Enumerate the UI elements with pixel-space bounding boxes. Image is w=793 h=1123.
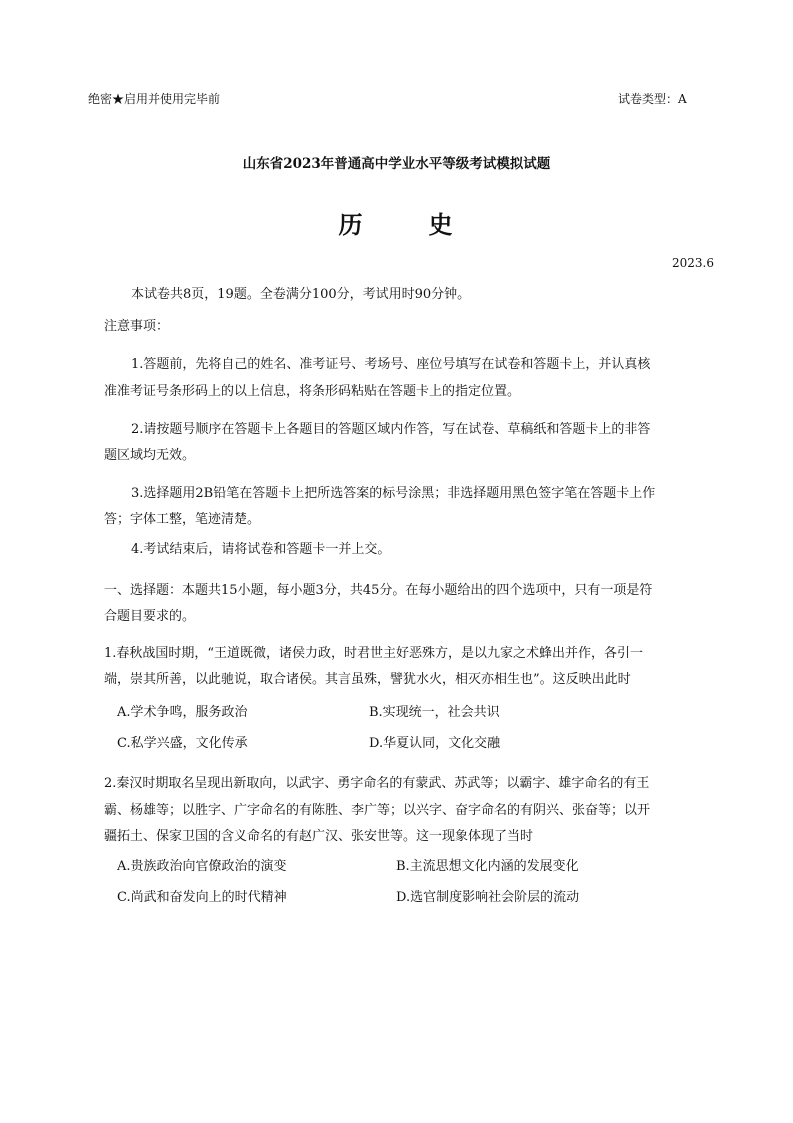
note-3-line-1: 3.选择题用2B铅笔在答题卡上把所选答案的标号涂黑；非选择题用黑色签字笔在答题卡上作 [131, 486, 656, 501]
question-1-option-d: D.华夏认同，文化交融 [369, 736, 501, 751]
question-1-option-a: A.学术争鸣，服务政治 [117, 705, 248, 720]
subject-title [0, 205, 793, 240]
exam-title: 山东省2023年普通高中学业水平等级考试模拟试题 [242, 156, 551, 172]
note-3-line-2: 答；字体工整，笔迹清楚。 [104, 512, 261, 527]
note-1-line-2: 准准考证号条形码上的以上信息，将条形码粘贴在答题卡上的指定位置。 [104, 384, 521, 399]
question-1-line-1: 1.春秋战国时期，“王道既微，诸侯力政，时君世主好恶殊方，是以九家之术蜂出并作，各引一 [104, 646, 644, 661]
question-2-line-2: 霸、杨雄等；以胜字、广字命名的有陈胜、李广等；以兴字、奋字命名的有阴兴、张奋等；以开 [104, 803, 651, 818]
question-1-line-2: 端，崇其所善，以此驰说，取合诸侯。其言虽殊，譬犹水火，相灭亦相生也”。这反映出此时 [104, 672, 631, 687]
question-2-line-3: 疆拓土、保家卫国的含义命名的有赵广汉、张安世等。这一现象体现了当时 [104, 829, 534, 844]
section-1-line-1: 一、选择题：本题共15小题，每小题3分，共45分。在每小题给出的四个选项中，只有一项是符 [104, 583, 653, 598]
question-2-line-1: 2.秦汉时期取名呈现出新取向，以武字、勇字命名的有蒙武、苏武等；以霸字、雄字命名的有王 [104, 776, 650, 791]
question-2-option-a: A.贵族政治向官僚政治的演变 [117, 859, 287, 874]
question-2-option-c: C.尚武和奋发向上的时代精神 [117, 890, 287, 905]
note-2-line-1: 2.请按题号顺序在答题卡上各题目的答题区域内作答，写在试卷、草稿纸和答题卡上的非答 [131, 422, 651, 437]
question-2-option-d: D.选官制度影响社会阶层的流动 [396, 890, 580, 905]
note-1-line-1: 1.答题前，先将自己的姓名、准考证号、考场号、座位号填写在试卷和答题卡上，并认真核 [131, 357, 651, 372]
notes-heading: 注意事项： [104, 319, 170, 334]
exam-date: 2023.6 [672, 256, 714, 270]
question-1-option-c: C.私学兴盛，文化传承 [117, 736, 248, 751]
question-1-option-b: B.实现统一，社会共识 [369, 705, 500, 720]
section-1-line-2: 合题目要求的。 [104, 609, 196, 624]
note-4: 4.考试结束后，请将试卷和答题卡一并上交。 [131, 542, 391, 557]
question-2-option-b: B.主流思想文化内涵的发展变化 [396, 859, 579, 874]
note-2-line-2: 题区域均无效。 [104, 448, 196, 463]
confidential-label: 绝密★启用并使用完毕前 [88, 92, 221, 106]
subject-char-2: 史 [428, 210, 455, 239]
subject-char-1: 历 [338, 210, 365, 239]
intro-text: 本试卷共8页，19题。全卷满分100分，考试用时90分钟。 [131, 287, 471, 302]
paper-type-label: 试卷类型：A [618, 92, 687, 106]
